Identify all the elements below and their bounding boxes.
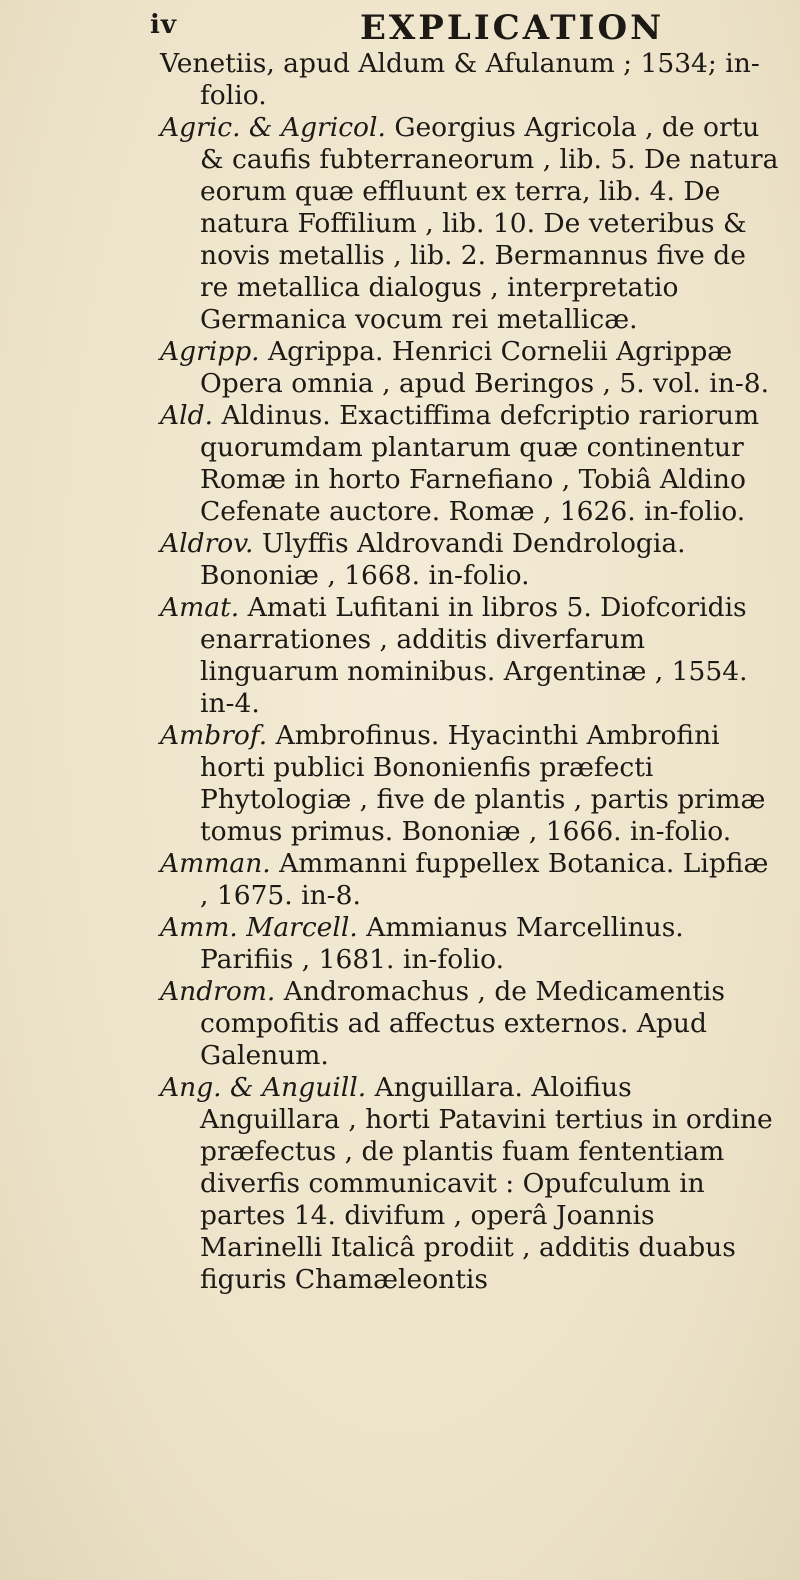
entry-text: Georgius Agricola , de ortu & caufis fubterraneorum , lib. 5. De natura eorum quæ effluunt ex terra, lib. 4. De natura Foffilium , lib. 10. De veteribus & novis metallis , lib. 2. Bermannus five de re metallica dialogus , interpretatio Germanica vocum rei metallicæ. — [200, 112, 779, 335]
entry-text: Aldinus. Exactiffima defcriptio rariorum quorumdam plantarum quæ continentur Romæ in horto Farnefiano , Tobiâ Aldino Cefenate auctore. Romæ , 1626. in-folio. — [200, 400, 760, 527]
entry-ald — [160, 400, 780, 528]
entry-abbr: Amman. — [160, 848, 271, 879]
entry-amat — [160, 592, 780, 720]
entry-agric — [160, 112, 780, 336]
entry-aldrov — [160, 528, 780, 592]
entry-abbr: Ang. & Anguill. — [160, 1072, 367, 1103]
entry-text: Amati Lufitani in libros 5. Diofcoridis enarrationes , additis diverfarum linguarum nominibus. Argentinæ , 1554. in-4. — [200, 592, 748, 719]
entry-androm — [160, 976, 780, 1072]
entry-abbr: Amat. — [160, 592, 240, 623]
lead-line — [160, 48, 780, 112]
entry-text: Ulyffis Aldrovandi Dendrologia. Bononiæ , 1668. in-folio. — [200, 528, 686, 591]
running-head: EXPLICATION — [360, 8, 665, 48]
entry-text: Agrippa. Henrici Cornelii Agrippæ Opera omnia , apud Beringos , 5. vol. in-8. — [200, 336, 770, 399]
entry-abbr: Agripp. — [160, 336, 260, 367]
entry-text: Ammanni fuppellex Botanica. Lipfiæ , 1675. in-8. — [200, 848, 769, 911]
entry-text: Ammianus Marcellinus. Parifiis , 1681. in-folio. — [200, 912, 684, 975]
entry-amman — [160, 848, 780, 912]
entry-text: Anguillara. Aloifius Anguillara , horti Patavini tertius in ordine præfectus , de plantis fuam fententiam diverfis communicavit : Opufculum in partes 14. divifum , operâ Joannis Marinelli Italicâ prodiit , additis duabus figuris Chamæleontis — [200, 1072, 773, 1295]
entry-abbr: Aldrov. — [160, 528, 254, 559]
entry-abbr: Androm. — [160, 976, 276, 1007]
entry-abbr: Ambrof. — [160, 720, 268, 751]
entry-abbr: Amm. Marcell. — [160, 912, 358, 943]
entry-ang — [160, 1072, 780, 1296]
lead-text-2: in-folio. — [200, 48, 760, 111]
lead-text-1: Venetiis, apud Aldum & Afulanum ; 1534; — [160, 48, 717, 79]
entry-text: Andromachus , de Medicamentis compofitis ad affectus externos. Apud Galenum. — [200, 976, 725, 1071]
page-header — [150, 8, 800, 48]
entry-abbr: Agric. & Agricol. — [160, 112, 386, 143]
entry-text: Ambrofinus. Hyacinthi Ambrofini horti publici Bononienfis præfecti Phytologiæ , five de plantis , partis primæ tomus primus. Bononiæ , 1666. in-folio. — [200, 720, 766, 847]
text-body — [160, 48, 780, 1296]
folio-number: iv — [150, 10, 177, 40]
entry-abbr: Ald. — [160, 400, 213, 431]
entry-amm-marcell — [160, 912, 780, 976]
entry-agripp — [160, 336, 780, 400]
entry-ambrof — [160, 720, 780, 848]
